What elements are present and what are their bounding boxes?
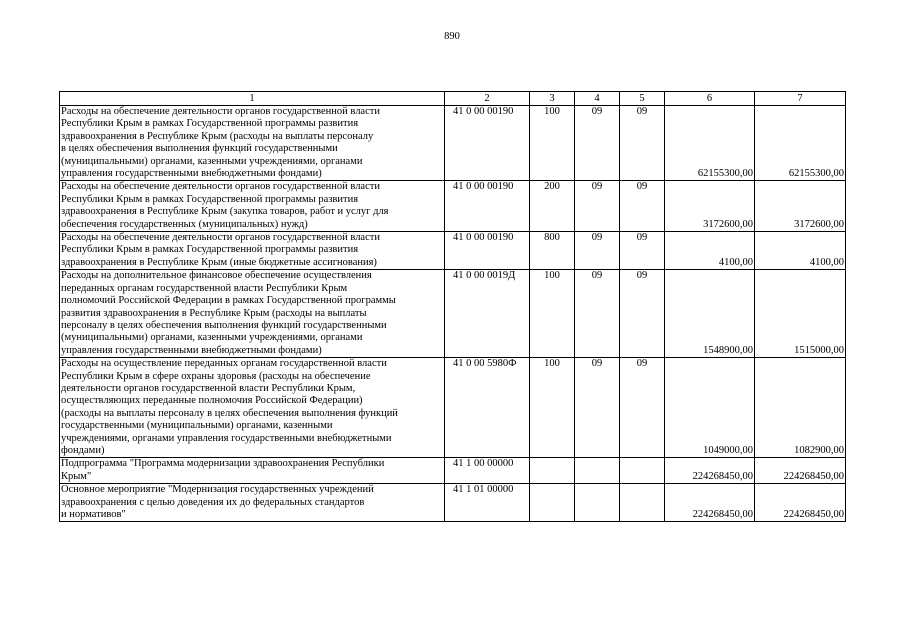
row-col4-cell — [575, 458, 620, 484]
row-code-cell: 41 0 00 00190 — [445, 181, 530, 232]
row-name-cell — [60, 484, 445, 522]
row-name-cell — [60, 358, 445, 458]
row-name-cell — [60, 181, 445, 232]
table-row — [60, 458, 846, 484]
row-amount1-cell: 1049000,00 — [665, 358, 755, 458]
row-col3-cell: 800 — [530, 232, 575, 270]
row-code-cell: 41 1 01 00000 — [445, 484, 530, 522]
row-name-text: Расходы на обеспечение деятельности органов государственной власти Республики Крым в рамках Государственной программы развития здравоохранения в Республике Крым (расходы на выплаты персоналу в целях обеспечения выполнения функций государственными (муниципальными) органами, казенными учреждениями, органами управления государственными внебюджетными фондами) — [61, 106, 380, 180]
row-code-cell: 41 0 00 00190 — [445, 232, 530, 270]
row-col3-cell: 100 — [530, 358, 575, 458]
header-cell-2: 2 — [445, 92, 530, 106]
row-code-cell: 41 0 00 0019Д — [445, 270, 530, 358]
row-col5-cell: 09 — [620, 358, 665, 458]
header-cell-4: 4 — [575, 92, 620, 106]
row-code-cell: 41 0 00 5980Ф — [445, 358, 530, 458]
table-row — [60, 181, 846, 232]
row-name-cell — [60, 458, 445, 484]
row-name-text: Расходы на обеспечение деятельности органов государственной власти Республики Крым в рамках Государственной программы развития здравоохранения в Республике Крым (закупка товаров, работ и услуг для обеспечения государственных (муниципальных) нужд) — [61, 181, 389, 230]
row-amount2-cell: 224268450,00 — [755, 458, 846, 484]
row-col4-cell: 09 — [575, 181, 620, 232]
row-amount2-cell: 224268450,00 — [755, 484, 846, 522]
row-name-text: Подпрограмма "Программа модернизации здравоохранения Республики Крым" — [61, 458, 385, 482]
row-name-cell — [60, 232, 445, 270]
row-col5-cell: 09 — [620, 106, 665, 181]
row-col5-cell — [620, 484, 665, 522]
row-col3-cell — [530, 458, 575, 484]
row-name-cell — [60, 270, 445, 358]
row-name-cell — [60, 106, 445, 181]
table-row — [60, 484, 846, 522]
row-col4-cell — [575, 484, 620, 522]
row-amount2-cell: 3172600,00 — [755, 181, 846, 232]
row-col5-cell — [620, 458, 665, 484]
budget-table — [59, 91, 846, 522]
table-header-row — [60, 92, 846, 106]
table-row — [60, 270, 846, 358]
header-cell-6: 6 — [665, 92, 755, 106]
header-cell-3: 3 — [530, 92, 575, 106]
row-amount1-cell: 3172600,00 — [665, 181, 755, 232]
row-col5-cell: 09 — [620, 181, 665, 232]
row-col3-cell — [530, 484, 575, 522]
table-row — [60, 106, 846, 181]
row-amount1-cell: 224268450,00 — [665, 484, 755, 522]
row-col4-cell: 09 — [575, 106, 620, 181]
row-col5-cell: 09 — [620, 232, 665, 270]
row-amount1-cell: 4100,00 — [665, 232, 755, 270]
row-code-cell: 41 1 00 00000 — [445, 458, 530, 484]
row-amount1-cell: 62155300,00 — [665, 106, 755, 181]
row-col3-cell: 100 — [530, 106, 575, 181]
row-col4-cell: 09 — [575, 358, 620, 458]
table-row — [60, 358, 846, 458]
row-col4-cell: 09 — [575, 232, 620, 270]
row-amount2-cell: 4100,00 — [755, 232, 846, 270]
table-row — [60, 232, 846, 270]
row-name-text: Расходы на дополнительное финансовое обеспечение осуществления переданных органам государственной власти Республики Крым полномочий Российской Федерации в рамках Государственной программы развития здравоохранения в Республике Крым (расходы на выплаты персоналу в целях обеспечения выполнения функций государственными (муниципальными) органами, казенными учреждениями, органами управления государственными внебюджетными фондами) — [61, 270, 396, 356]
row-amount2-cell: 1515000,00 — [755, 270, 846, 358]
row-code-cell: 41 0 00 00190 — [445, 106, 530, 181]
row-amount2-cell: 62155300,00 — [755, 106, 846, 181]
header-cell-1: 1 — [60, 92, 445, 106]
row-name-text: Основное мероприятие "Модернизация государственных учреждений здравоохранения с целью доведения их до федеральных стандартов и нормативов" — [61, 484, 374, 520]
row-amount2-cell: 1082900,00 — [755, 358, 846, 458]
page-number: 890 — [444, 31, 460, 42]
row-col4-cell: 09 — [575, 270, 620, 358]
row-amount1-cell: 224268450,00 — [665, 458, 755, 484]
row-amount1-cell: 1548900,00 — [665, 270, 755, 358]
row-col3-cell: 100 — [530, 270, 575, 358]
row-col3-cell: 200 — [530, 181, 575, 232]
header-cell-5: 5 — [620, 92, 665, 106]
row-name-text: Расходы на обеспечение деятельности органов государственной власти Республики Крым в рамках Государственной программы развития здравоохранения в Республике Крым (иные бюджетные ассигнования) — [61, 232, 380, 268]
header-cell-7: 7 — [755, 92, 846, 106]
row-name-text: Расходы на осуществление переданных органам государственной власти Республики Крым в сфере охраны здоровья (расходы на обеспечение деятельности органов государственной власти Республики Крым, осуществляющих переданные полномочия Российской Федерации) (расходы на выплаты персоналу в целях обеспечения выполнения функций государственными (муниципальными) органами, казенными учреждениями, органами управления государственными внебюджетными фондами) — [61, 358, 398, 456]
row-col5-cell: 09 — [620, 270, 665, 358]
